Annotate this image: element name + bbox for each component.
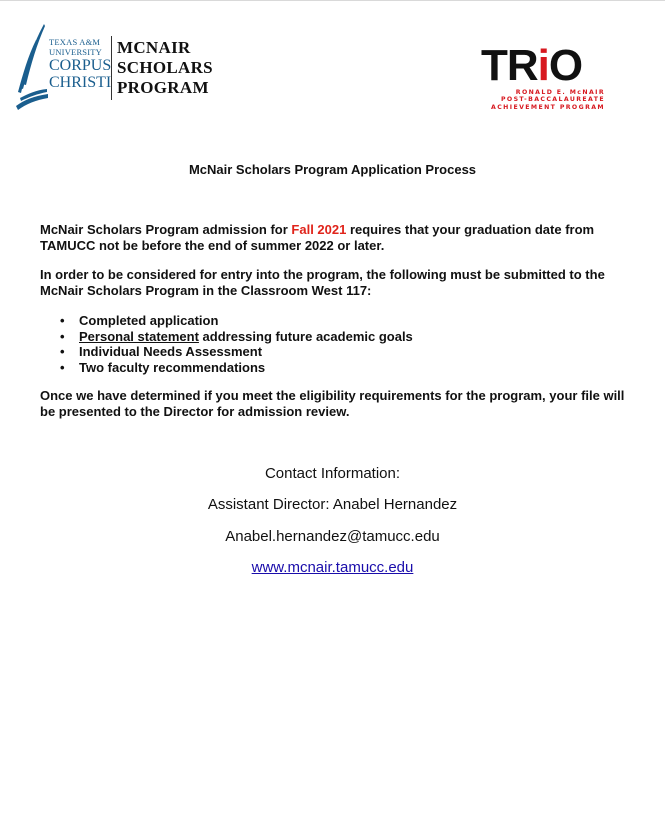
contact-email: Anabel.hernandez@tamucc.edu: [225, 528, 440, 545]
tamucc-line2: UNIVERSITY: [49, 46, 102, 57]
bullet-icon: •: [60, 328, 65, 344]
requirement-text: Two faculty recommendations: [79, 359, 266, 375]
islander-wing-icon: [14, 22, 54, 112]
tamucc-line3: CORPUS: [49, 57, 112, 74]
requirement-text: Completed application: [79, 313, 219, 328]
tamucc-line4: CHRISTI: [49, 74, 112, 91]
mcnair-line1: MCNAIR: [117, 38, 191, 57]
list-item: [40, 313, 413, 329]
logo-divider: [111, 36, 112, 100]
requirement-text: Individual Needs Assessment: [79, 344, 263, 359]
admission-term-highlight: Fall 2021: [291, 222, 347, 237]
requirements-list: [40, 313, 413, 375]
tamucc-mcnair-logo: [14, 22, 213, 112]
bullet-icon: •: [60, 344, 65, 359]
admission-text-after: requires that your graduation date from TAMUCC not be before the end of summer 2022 or later.: [40, 222, 595, 253]
requirement-underlined-text: Personal statement: [79, 328, 199, 344]
trio-logo: [481, 41, 607, 118]
trio-sub-line2: POST-BACCALAUREATE: [500, 96, 605, 104]
contact-director: Assistant Director: Anabel Hernandez: [207, 496, 458, 513]
tamucc-line1: TEXAS A&M: [49, 37, 101, 47]
list-item: [40, 360, 413, 376]
trio-tr: TR: [481, 41, 538, 90]
trio-wordmark: [481, 41, 583, 90]
trio-subtitle: [483, 89, 605, 111]
bullet-icon: •: [60, 313, 65, 328]
admission-text-before: McNair Scholars Program admission for: [40, 222, 292, 237]
mcnair-line3: PROGRAM: [117, 78, 209, 97]
mcnair-wordmark: [117, 38, 213, 98]
review-paragraph: Once we have determined if you meet the eligibility requirements for the program, your file will be presented to the Director for admission review.: [40, 388, 625, 419]
page-title: McNair Scholars Program Application Process: [188, 162, 477, 177]
trio-sub-line1: RONALD E. McNAIR: [515, 89, 605, 96]
requirement-text: addressing future academic goals: [198, 328, 413, 344]
bullet-icon: •: [60, 359, 65, 375]
mcnair-line2: SCHOLARS: [117, 58, 213, 77]
admission-paragraph: [40, 222, 640, 254]
website-link[interactable]: www.mcnair.tamucc.edu: [251, 559, 414, 576]
contact-heading: Contact Information:: [264, 465, 401, 482]
list-item: [40, 344, 413, 360]
submission-paragraph: In order to be considered for entry into the program, the following must be submitted to the McNair Scholars Program in the Classroom West 117:: [40, 267, 605, 298]
trio-i: i: [537, 41, 549, 90]
trio-sub-line3: ACHIEVEMENT PROGRAM: [491, 103, 605, 111]
list-item: [40, 329, 413, 345]
tamucc-wordmark: [49, 38, 111, 91]
trio-o: O: [548, 41, 583, 90]
